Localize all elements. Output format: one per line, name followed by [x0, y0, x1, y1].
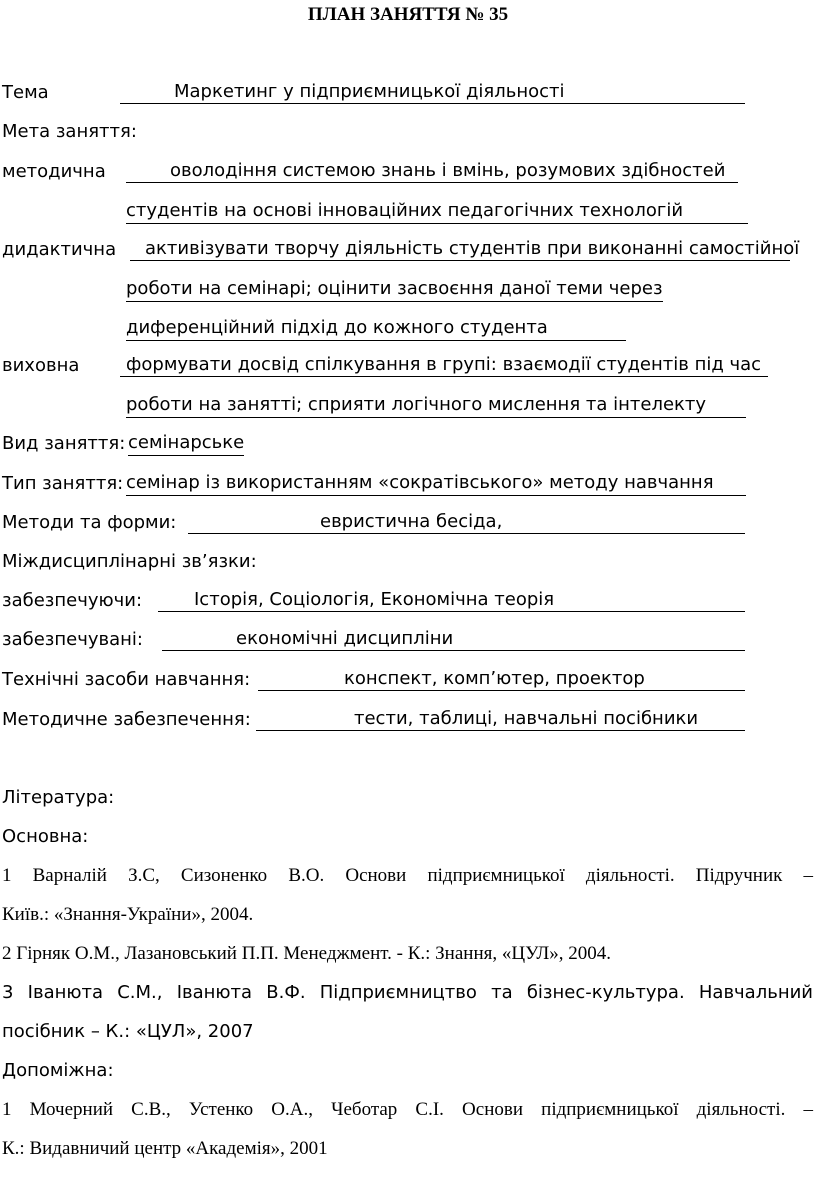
main-ref-3-line-1: 3 Іванюта С.М., Іванюта В.Ф. Підприємництво та бізнес-культура. Навчальний [2, 982, 813, 1003]
tech-value: конспект, комп’ютер, проектор [258, 667, 745, 691]
topic-label: Тема [2, 82, 49, 103]
main-ref-3-line-2: посібник – К.: «ЦУЛ», 2007 [2, 1021, 254, 1042]
methods-label: Методи та форми: [2, 512, 177, 533]
provided-value: економічні дисципліни [162, 627, 745, 651]
method-support-label: Методичне забезпечення: [2, 709, 251, 730]
providing-label: забезпечуючи: [2, 590, 143, 611]
educational-line-1: формувати досвід спілкування в групі: взаємодії студентів під час [120, 353, 768, 377]
didactic-label: дидактична [2, 239, 117, 260]
didactic-line-1: активізувати творчу діяльність студентів при виконанні самостійної [130, 237, 790, 261]
provided-label: забезпечувані: [2, 629, 143, 650]
lesson-kind-label: Вид заняття: [2, 433, 126, 454]
aux-ref-1-line-1: 1 Мочерний С.В., Устенко О.А., Чеботар С.І. Основи підприємницької діяльності. – [2, 1099, 813, 1120]
tech-label: Технічні засоби навчання: [2, 669, 251, 690]
method-support-value: тести, таблиці, навчальні посібники [256, 707, 745, 731]
lesson-type-label: Тип заняття: [2, 473, 124, 494]
main-ref-1-line-2: Київ.: «Знання-України», 2004. [2, 904, 254, 925]
page-title: ПЛАН ЗАНЯТТЯ № 35 [307, 4, 509, 25]
topic-value: Маркетинг у підприємницької діяльності [120, 80, 745, 104]
educational-label: виховна [2, 355, 80, 376]
methodical-line-2: студентів на основі інноваційних педагогічних технологій [126, 199, 748, 224]
main-ref-2: 2 Гірняк О.М., Лазановський П.П. Менеджмент. - К.: Знання, «ЦУЛ», 2004. [2, 943, 612, 964]
literature-label: Література: [2, 787, 115, 808]
lesson-kind-value: семінарське [128, 431, 244, 456]
didactic-line-3: диференційний підхід до кожного студента [126, 316, 626, 341]
aux-ref-1-line-2: К.: Видавничий центр «Академія», 2001 [2, 1138, 328, 1159]
educational-line-2: роботи на занятті; сприяти логічного мислення та інтелекту [126, 393, 746, 418]
interdisciplinary-label: Міждисциплінарні зв’язки: [2, 551, 257, 572]
goal-label: Мета заняття: [2, 121, 137, 142]
didactic-line-2: роботи на семінарі; оцінити засвоєння даної теми через [126, 277, 666, 301]
main-ref-1-line-1: 1 Варналій З.С, Сизоненко В.О. Основи підприємницької діяльності. Підручник – [2, 865, 813, 886]
methods-value: евристична бесіда, [188, 510, 745, 534]
providing-value: Історія, Соціологія, Економічна теорія [158, 588, 745, 612]
methodical-line-1: оволодіння системою знань і вмінь, розумових здібностей [126, 159, 738, 183]
main-literature-label: Основна: [2, 826, 89, 847]
aux-literature-label: Допоміжна: [2, 1060, 114, 1081]
lesson-type-value: семінар із використанням «сократівського» методу навчання [126, 471, 746, 496]
methodical-label: методична [2, 161, 106, 182]
